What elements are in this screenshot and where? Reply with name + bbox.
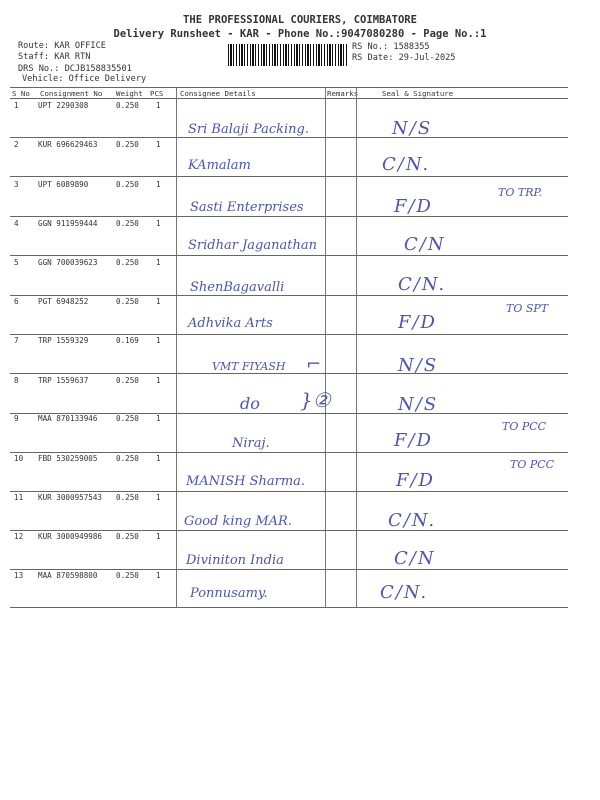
row-status: C/N. <box>382 154 431 175</box>
row-rule <box>10 137 568 138</box>
col-header-seal: Seal & Signature <box>382 89 454 98</box>
row-weight: 0.250 <box>116 101 139 110</box>
row-rule <box>10 176 568 177</box>
row-consignee: MANISH Sharma. <box>186 474 306 489</box>
vehicle-label: Vehicle: Office Delivery <box>22 74 147 84</box>
row-pcs: 1 <box>156 532 161 541</box>
route-label: Route: KAR OFFICE <box>18 41 106 51</box>
row-status: C/N. <box>388 510 437 531</box>
row-pcs: 1 <box>156 140 161 149</box>
row-status: F/D <box>398 312 437 333</box>
row-consignment: KUR 3000949986 <box>38 532 103 541</box>
col-header-pcs: PCS <box>150 89 164 98</box>
row-weight: 0.250 <box>116 571 139 580</box>
col-header-sno: S No <box>12 89 30 98</box>
row-weight: 0.250 <box>116 140 139 149</box>
row-consignee: Sasti Enterprises <box>190 200 304 215</box>
bracket-mark-icon: ⌐ <box>306 354 322 375</box>
row-consignee: KAmalam <box>188 158 251 173</box>
row-consignment: FBD 530259005 <box>38 454 98 463</box>
col-header-consignee: Consignee Details <box>180 89 256 98</box>
barcode-image <box>228 44 348 66</box>
row-note: TO SPT <box>506 302 549 315</box>
row-status: C/N <box>394 548 436 569</box>
row-pcs: 1 <box>156 258 161 267</box>
row-note: TO PCC <box>502 420 547 433</box>
row-status: F/D <box>394 196 433 217</box>
row-pcs: 1 <box>156 336 161 345</box>
row-pcs: 1 <box>156 454 161 463</box>
row-weight: 0.250 <box>116 454 139 463</box>
rs-number: RS No.: 1588355 <box>352 42 430 52</box>
row-consignment: MAA 870133946 <box>38 414 98 423</box>
row-consignee: Adhvika Arts <box>188 316 273 331</box>
header-bottom-rule <box>10 98 568 99</box>
row-note: TO TRP. <box>498 186 543 199</box>
row-consignment: TRP 1559329 <box>38 336 89 345</box>
row-weight: 0.250 <box>116 532 139 541</box>
row-rule <box>10 569 568 570</box>
row-consignment: GGN 700039623 <box>38 258 98 267</box>
row-rule <box>10 255 568 256</box>
row-consignment: UPT 6089890 <box>38 180 89 189</box>
row-consignment: GGN 911959444 <box>38 219 98 228</box>
staff-label: Staff: KAR RTN <box>18 52 91 62</box>
drs-number: DRS No.: DCJB158835501 <box>18 64 132 74</box>
row-weight: 0.169 <box>116 336 139 345</box>
company-title: THE PROFESSIONAL COURIERS, COIMBATORE <box>183 14 417 26</box>
row-rule <box>10 216 568 217</box>
header-top-rule <box>10 87 568 88</box>
bracket-two-icon: }② <box>300 388 331 412</box>
row-rule <box>10 607 568 608</box>
row-sno: 9 <box>14 414 19 423</box>
row-consignment: KUR 3000957543 <box>38 493 103 502</box>
row-sno: 3 <box>14 180 19 189</box>
row-consignment: MAA 870598800 <box>38 571 98 580</box>
row-status: F/D <box>394 430 433 451</box>
row-pcs: 1 <box>156 101 161 110</box>
row-sno: 12 <box>14 532 24 541</box>
row-pcs: 1 <box>156 180 161 189</box>
row-pcs: 1 <box>156 219 161 228</box>
row-status: N/S <box>392 118 433 139</box>
col-header-weight: Weight <box>116 89 143 98</box>
col-header-remarks: Remarks <box>327 89 359 98</box>
row-status: C/N. <box>398 274 447 295</box>
row-sno: 4 <box>14 219 19 228</box>
row-sno: 1 <box>14 101 19 110</box>
row-consignee: Niraj. <box>232 436 270 451</box>
rs-date: RS Date: 29-Jul-2025 <box>352 53 456 63</box>
row-weight: 0.250 <box>116 493 139 502</box>
row-sno: 10 <box>14 454 24 463</box>
row-pcs: 1 <box>156 297 161 306</box>
row-pcs: 1 <box>156 376 161 385</box>
row-consignment: UPT 2290308 <box>38 101 89 110</box>
row-note: TO PCC <box>510 458 555 471</box>
row-weight: 0.250 <box>116 180 139 189</box>
row-pcs: 1 <box>156 414 161 423</box>
row-sno: 2 <box>14 140 19 149</box>
row-consignee: Diviniton India <box>186 553 284 568</box>
row-consignment: PGT 6948252 <box>38 297 89 306</box>
row-weight: 0.250 <box>116 414 139 423</box>
row-rule <box>10 295 568 296</box>
row-consignee: ShenBagavalli <box>190 280 285 295</box>
row-sno: 6 <box>14 297 19 306</box>
row-weight: 0.250 <box>116 258 139 267</box>
row-sno: 7 <box>14 336 19 345</box>
row-status: C/N. <box>380 582 429 603</box>
col-header-consignment: Consignment No <box>40 89 103 98</box>
row-consignee: Ponnusamy. <box>190 586 268 601</box>
runsheet-title: Delivery Runsheet - KAR - Phone No.:9047080280 - Page No.:1 <box>113 28 487 40</box>
row-consignment: TRP 1559637 <box>38 376 89 385</box>
row-rule <box>10 530 568 531</box>
row-consignee: Good king MAR. <box>184 514 292 529</box>
row-sno: 8 <box>14 376 19 385</box>
row-status: C/N <box>404 234 446 255</box>
row-weight: 0.250 <box>116 297 139 306</box>
row-weight: 0.250 <box>116 376 139 385</box>
row-sno: 5 <box>14 258 19 267</box>
row-rule <box>10 491 568 492</box>
row-status: F/D <box>396 470 435 491</box>
row-sno: 13 <box>14 571 24 580</box>
row-rule <box>10 334 568 335</box>
row-rule <box>10 373 568 374</box>
row-consignee: Sridhar Jaganathan <box>188 238 317 253</box>
row-consignee: Sri Balaji Packing. <box>188 122 309 137</box>
row-status: N/S <box>398 355 439 376</box>
row-consignment: KUR 696629463 <box>38 140 98 149</box>
row-consignee: VMT FIYASH <box>212 360 286 373</box>
row-sno: 11 <box>14 493 24 502</box>
row-rule <box>10 452 568 453</box>
row-weight: 0.250 <box>116 219 139 228</box>
row-pcs: 1 <box>156 493 161 502</box>
row-pcs: 1 <box>156 571 161 580</box>
row-status: N/S <box>398 394 439 415</box>
row-consignee: do <box>240 394 260 413</box>
